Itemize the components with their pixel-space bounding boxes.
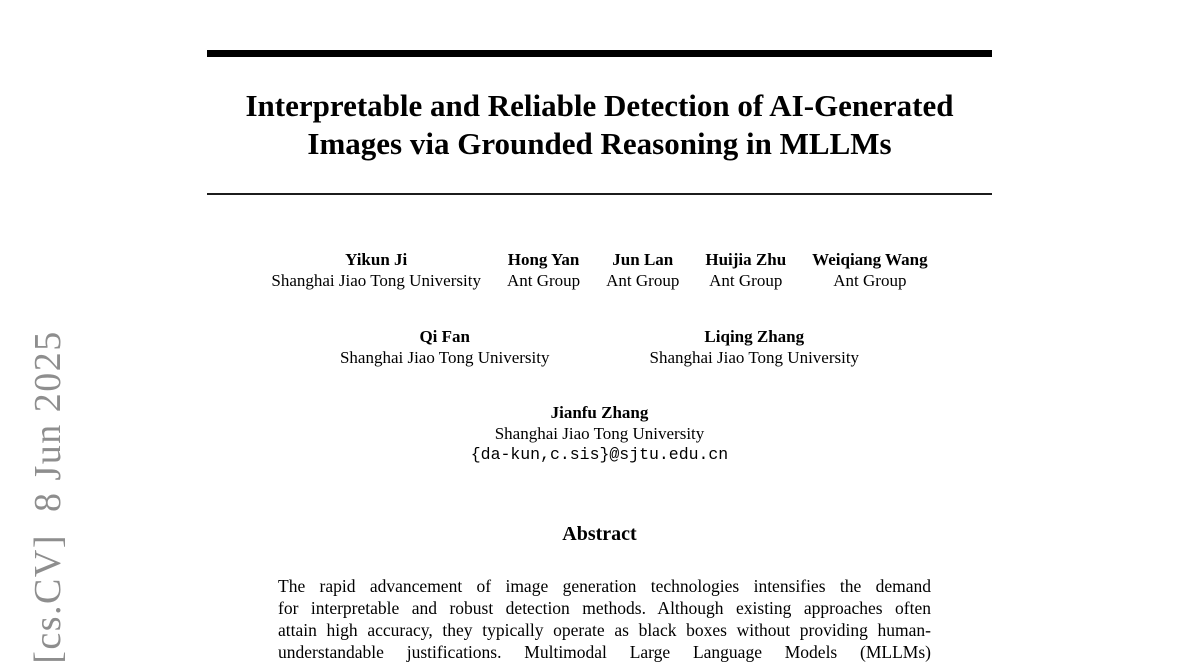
author-email: {da-kun,c.sis}@sjtu.edu.cn <box>470 445 729 464</box>
abstract-line: for interpretable and robust detection methods. Although existing approaches often <box>278 598 931 618</box>
authors-row-3 <box>207 402 992 466</box>
author-name: Hong Yan <box>507 250 580 269</box>
paper-title-line1: Interpretable and Reliable Detection of AI-Generated <box>245 88 954 123</box>
abstract-paragraph <box>278 575 931 663</box>
author-name: Liqing Zhang <box>704 327 805 346</box>
author-affiliation: Shanghai Jiao Tong University <box>339 348 550 367</box>
author-name: Jun Lan <box>612 250 674 269</box>
abstract-line: The rapid advancement of image generation technologies intensifies the demand <box>278 576 931 596</box>
author-block <box>340 326 550 368</box>
author-name: Jianfu Zhang <box>550 403 649 422</box>
abstract-line: understandable justifications. Multimodal Large Language Models (MLLMs) <box>278 642 931 662</box>
author-name: Weiqiang Wang <box>812 250 928 269</box>
author-affiliation: Shanghai Jiao Tong University <box>271 271 481 290</box>
author-name: Yikun Ji <box>345 250 408 269</box>
author-block <box>271 249 481 291</box>
abstract-line: attain high accuracy, they typically operate as black boxes without providing human- <box>278 620 931 640</box>
author-name: Qi Fan <box>419 327 470 346</box>
paper-title-line2: Images via Grounded Reasoning in MLLMs <box>307 126 892 161</box>
author-affiliation: Shanghai Jiao Tong University <box>494 424 705 443</box>
author-affiliation: Ant Group <box>709 271 783 290</box>
author-block <box>705 249 786 291</box>
author-block <box>650 326 860 368</box>
title-bottom-rule <box>207 193 992 195</box>
author-block <box>507 249 580 291</box>
abstract-heading: Abstract <box>562 523 637 545</box>
author-affiliation: Shanghai Jiao Tong University <box>649 348 860 367</box>
author-affiliation: Ant Group <box>606 271 680 290</box>
paper-title <box>207 87 992 163</box>
authors-row-2 <box>207 326 992 368</box>
title-top-rule <box>207 50 992 57</box>
author-affiliation: Ant Group <box>506 271 581 290</box>
author-name: Huijia Zhu <box>705 250 787 269</box>
author-block <box>606 249 679 291</box>
author-affiliation: Ant Group <box>833 271 907 290</box>
arxiv-stamp: [cs.CV] 8 Jun 2025 <box>27 330 69 664</box>
author-block <box>812 249 927 291</box>
authors-row-1 <box>207 249 992 291</box>
